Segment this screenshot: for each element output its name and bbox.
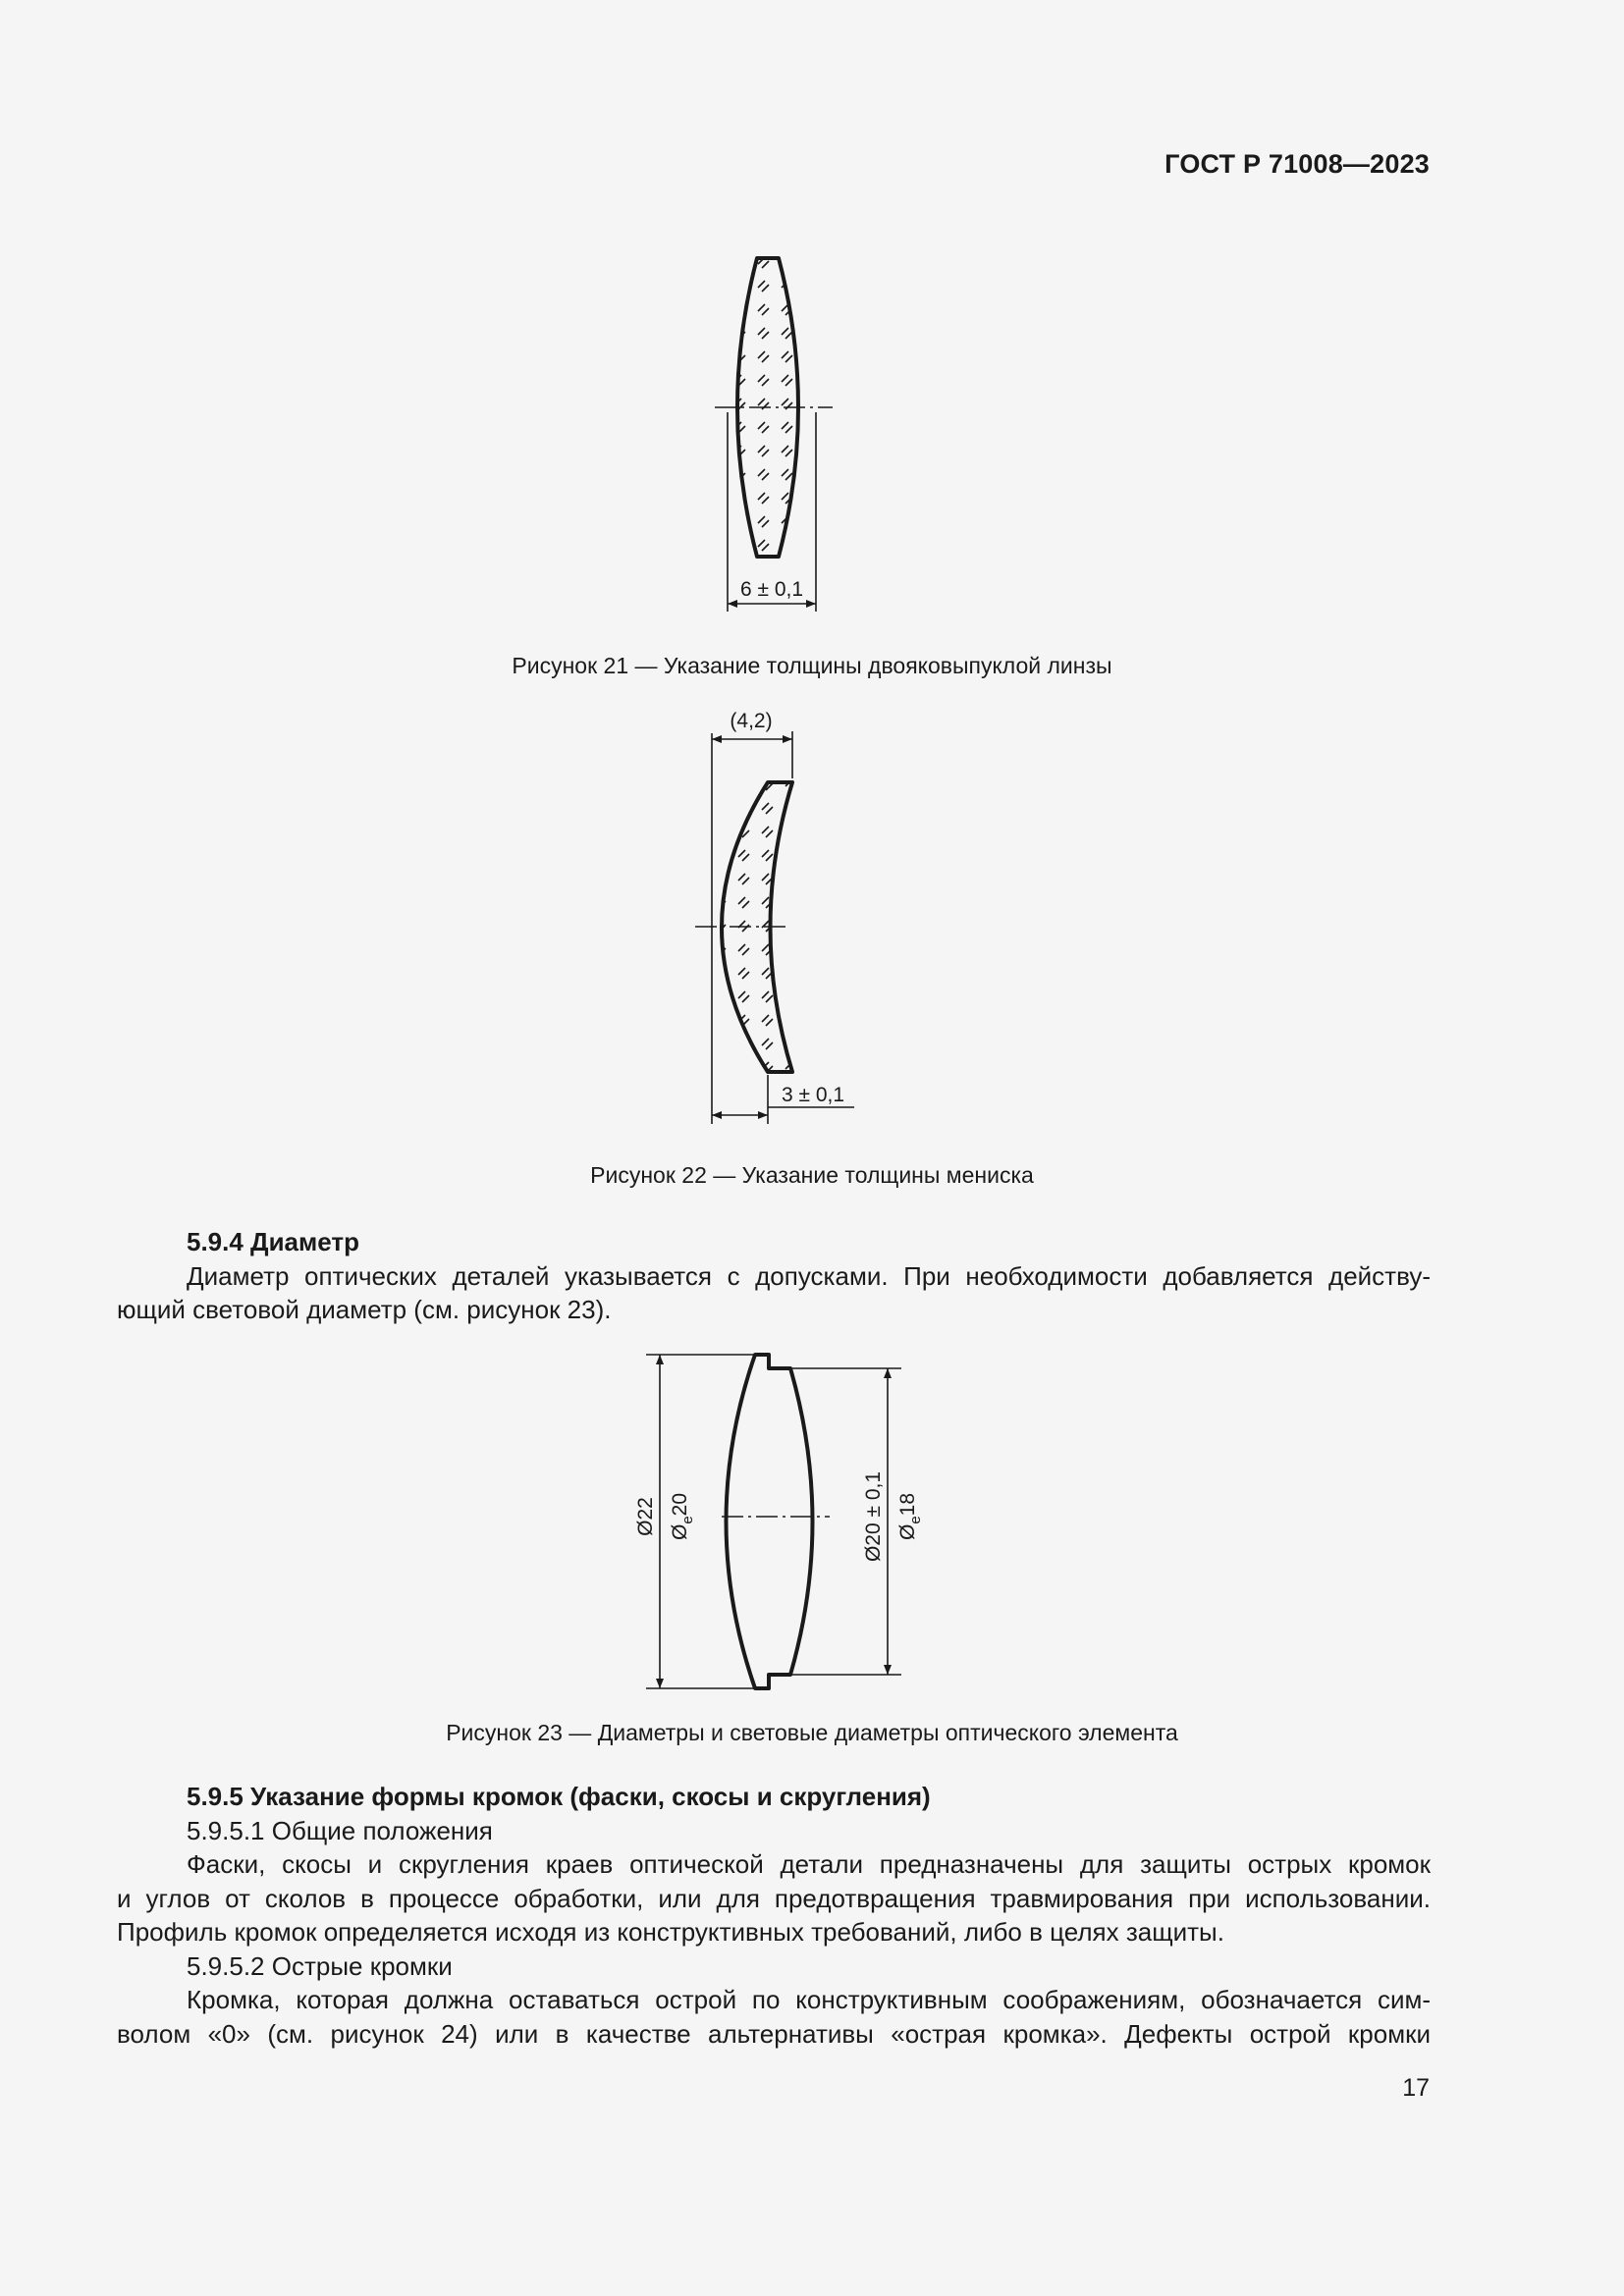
figure-23-diameters (609, 1345, 933, 1693)
section-5-9-4-line-1: Диаметр оптических деталей указывается с допусками. При необходимости добавляется действу- (187, 1260, 1431, 1291)
figure-21-caption: Рисунок 21 — Указание толщины двояковыпуклой линзы (512, 653, 1112, 678)
fig23-left-inner-value: 20 (669, 1492, 691, 1517)
figure-22-caption: Рисунок 22 — Указание толщины мениска (590, 1162, 1034, 1188)
fig23-right-inner-value: 18 (896, 1492, 919, 1517)
section-5-9-4-line-2: ющий световой диаметр (см. рисунок 23). (117, 1295, 612, 1324)
section-5-9-5-heading: 5.9.5 Указание формы кромок (фаски, скосы и скругления) (187, 1782, 931, 1811)
fig23-left-inner-subscript: е (679, 1516, 696, 1524)
section-5-9-5-2-line-1: Кромка, которая должна оставаться острой по конструктивным соображениям, обозначается сим- (187, 1985, 1431, 2014)
document-number: ГОСТ Р 71008—2023 (1164, 149, 1430, 179)
section-5-9-5-1-line-2: и углов от сколов в процессе обработки, или для предотвращения травмирования при использовании. (117, 1883, 1431, 1913)
page-number: 17 (1402, 2074, 1430, 2102)
section-5-9-5-1-line-3: Профиль кромок определяется исходя из конструктивных требований, либо в целях защиты. (117, 1917, 1224, 1947)
fig22-dimension-bottom: 3 ± 0,1 (781, 1084, 845, 1106)
fig23-right-inner-subscript: е (907, 1516, 924, 1524)
fig23-left-inner-label (669, 1493, 696, 1540)
figure-23-caption: Рисунок 23 — Диаметры и световые диаметры оптического элемента (446, 1720, 1178, 1745)
fig22-dimension-top: (4,2) (730, 710, 773, 732)
fig23-right-inner-symbol: Ø (896, 1523, 919, 1541)
section-5-9-5-1-line-1: Фаски, скосы и скругления краев оптической детали предназначены для защиты острых кромок (187, 1849, 1431, 1879)
section-5-9-5 (117, 1780, 1431, 2051)
section-5-9-5-2-line-2: волом «0» (см. рисунок 24) или в качестве альтернативы «острая кромка». Дефекты острой кромки (117, 2018, 1431, 2049)
figure-21-biconvex-lens (707, 250, 844, 618)
fig23-left-outer-label: Ø22 (634, 1497, 657, 1536)
figure-22-meniscus (687, 702, 884, 1134)
section-5-9-5-1-heading: 5.9.5.1 Общие положения (187, 1815, 493, 1845)
section-5-9-4-heading: 5.9.4 Диаметр (187, 1227, 359, 1256)
fig23-right-outer-label: Ø20 ± 0,1 (862, 1470, 885, 1563)
section-5-9-4 (117, 1225, 1431, 1327)
fig21-dimension-label: 6 ± 0,1 (739, 578, 804, 601)
fig23-left-inner-symbol: Ø (669, 1523, 691, 1541)
section-5-9-5-2-heading: 5.9.5.2 Острые кромки (187, 1950, 453, 1981)
fig23-right-inner-label (896, 1493, 924, 1540)
